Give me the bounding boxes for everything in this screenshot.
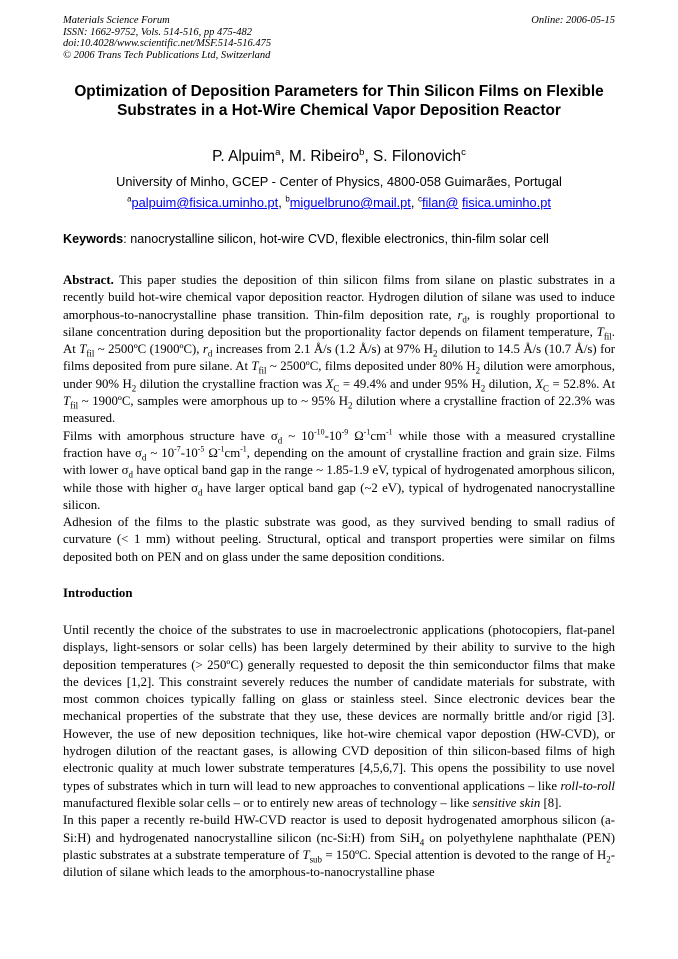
email-link-3a[interactable]: filan@ (421, 195, 459, 210)
paper-title (55, 82, 623, 120)
copyright-line: © 2006 Trans Tech Publications Ltd, Switzerland (63, 49, 271, 61)
email-link-1[interactable]: palpuim@fisica.uminho.pt (131, 195, 279, 210)
abstract-paragraph-2: Films with amorphous structure have $\sigma_d$ ~ $10^{-10}-10^{-9}$ $\Omega^{-1}cm^{-1}$ while those with a measured crystalline fraction have $\sigma_d$ ~ $10^{-7}-10^{-5}$ $\Omega^{-1}cm^{-1}$, depending on the amount of crystalline fraction and grain size. Films with lower $\sigma_d$ have optical band gap in the range ~ 1.85-1.9 eV, typical of hydrogenated amorphous silicon, while those with higher $\sigma_d$ have larger optical band gap (~2 eV), typical of hydrogenated nanocrystalline silicon. (63, 427, 615, 512)
keywords-text: : nanocrystalline silicon, hot-wire CVD, flexible electronics, thin-film solar cell (123, 232, 549, 246)
introduction-paragraph-2: In this paper a recently re-build HW-CVD reactor is used to deposit hydrogenated amorphous silicon (a-Si:H) and hydrogenated nanocrystalline silicon (nc-Si:H) from SiH$_4$ on polyethylene naphthalate (PEN) plastic substrates at a substrate temperature of $T_{sub}$ = 150ºC. Special attention is devoted to the range of $H_2$-dilution of silane which leads to the amorphous-to-nanocrystalline phase (63, 813, 616, 880)
doi-line: doi:10.4028/www.scientific.net/MSF.514-516.475 (63, 38, 272, 50)
keywords-line (63, 232, 623, 246)
abstract-label: Abstract. (63, 273, 114, 287)
affiliation: University of Minho, GCEP - Center of Physics, 4800-058 Guimarães, Portugal (116, 174, 562, 189)
abstract-section (63, 272, 615, 566)
title-line-1: Optimization of Deposition Parameters for Thin Silicon Films on Flexible (74, 83, 604, 100)
email-link-3b[interactable]: fisica.uminho.pt (461, 195, 551, 210)
introduction-heading: Introduction (63, 586, 133, 600)
email-3-mark: c (417, 194, 422, 204)
email-link-2[interactable]: miguelbruno@mail.pt (289, 195, 411, 210)
journal-header (63, 15, 483, 61)
author-2: M. Ribeiro (289, 148, 360, 165)
email-list (63, 195, 615, 210)
keywords-label: Keywords (63, 232, 124, 246)
abstract-paragraph-3: Adhesion of the films to the plastic substrate was good, as they survived bending to small radius of curvature (< 1 mm) without peeling. Structural, optical and transport properties were similar on films deposited both on PEN and on glass under the same deposition conditions. (63, 515, 615, 564)
author-1-mark: a (275, 146, 281, 158)
author-3: S. Filonovich (373, 148, 462, 165)
author-3-mark: c (461, 146, 466, 158)
author-2-mark: b (359, 146, 365, 158)
abstract-paragraph-1 (63, 272, 615, 428)
email-separator: , (410, 195, 418, 210)
abstract-p1-text: This paper studies the deposition of thin silicon films from silane on plastic substrates in a recently build hot-wire chemical vapor deposition reactor. Hydrogen dilution of silane was used to induce amorphous-to-nanocrystalline phase transition. Thin-film deposition rate, $r_d$, is roughly proportional to silane concentration during deposition but the proportionality factor depends on filament temperature, $T_{fil}$. At $T_{fil}$ ~ 2500ºC (1900ºC), $r_d$ increases from 2.1 Å/s (1.2 Å/s) at 97% $H_2$ dilution to 14.5 Å/s (10.7 Å/s) for films deposited from pure silane. At $T_{fil}$ ~ 2500ºC, films deposited under 80% $H_2$ dilution were amorphous, under 90% $H_2$ dilution the crystalline fraction was $X_C = 49.4\%$ and under 95% $H_2$ dilution, $X_C = 52.8\%$. At $T_{fil}$ ~ 1900ºC, samples were amorphous up to ~ 95% $H_2$ dilution where a crystalline fraction of 22.3% was measured. (63, 273, 616, 426)
author-1: P. Alpuim (212, 148, 276, 165)
journal-name: Materials Science Forum (63, 15, 170, 26)
author-separator: , (364, 148, 374, 165)
email-separator: , (278, 195, 286, 210)
introduction-paragraph-1: Until recently the choice of the substrates to use in macroelectronic applications (photocopiers, flat-panel displays, light-sensors or solar cells) has been largely determined by their ability to survive to the high deposition temperatures (> 250ºC) generally requested to deposit the thin semiconductor films that make the devices [1,2]. This constraint severely reduces the number of candidate materials for substrate, with most common choices typically falling on glass or stainless steel. Since electronic devices bear the mechanical properties of the substrate that they use, these devices are normally brittle and/or rigid [3]. However, the use of new deposition techniques, like hot-wire chemical vapor depostion (HW-CVD), or hydrogen dilution of the reactant gases, is allowing CVD deposition of thin silicon-based films of high electronic quality at much lower substrate temperatures [4,5,6,7]. This opens the possibility to use novel types of substrates which in turn will lead to new approaches to conventional applications – like roll-to-roll manufactured flexible solar cells – or to entirely new areas of technology – like sensitive skin [8]. (63, 623, 615, 810)
introduction-section (63, 622, 615, 881)
email-1-mark: a (127, 194, 132, 204)
title-line-2: Substrates in a Hot-Wire Chemical Vapor Deposition Reactor (117, 102, 561, 119)
issn-line: ISSN: 1662-9752, Vols. 514-516, pp 475-482 (63, 26, 252, 38)
author-list (63, 148, 615, 166)
email-2-mark: b (285, 194, 290, 204)
online-date: Online: 2006-05-15 (531, 15, 615, 26)
author-separator: , (280, 148, 289, 165)
